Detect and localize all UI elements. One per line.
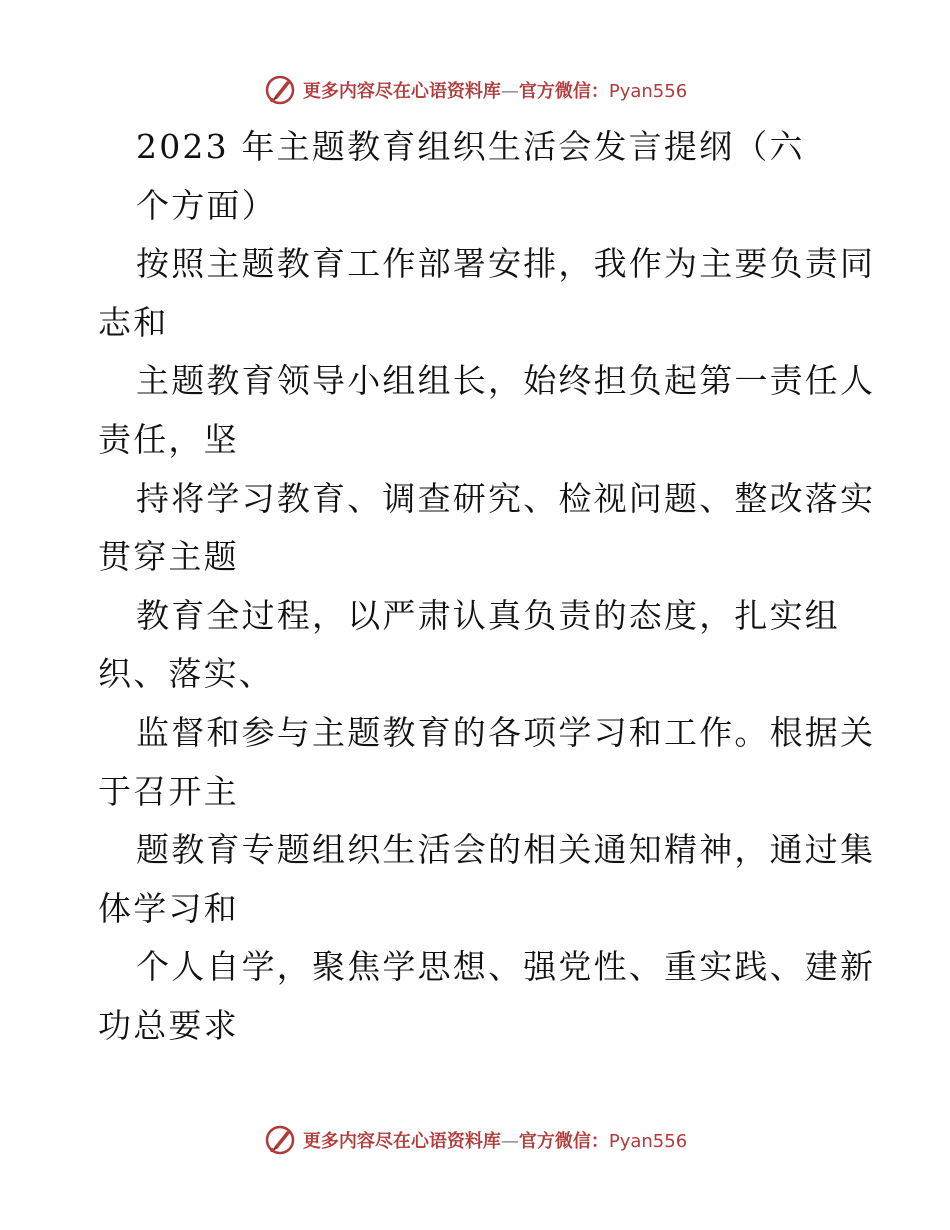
paragraph-line: 主题教育领导小组组长，始终担负起第一责任人 bbox=[136, 361, 876, 401]
footer-banner-text bbox=[303, 1127, 687, 1153]
paragraph-line-continuation: 贯穿主题 bbox=[98, 537, 239, 577]
quill-pen-logo-icon bbox=[263, 72, 299, 108]
header-dash: — bbox=[500, 81, 519, 102]
paragraph-line-continuation: 于召开主 bbox=[98, 771, 239, 811]
footer-dash: — bbox=[500, 1131, 519, 1152]
quill-pen-logo-icon bbox=[263, 1122, 299, 1158]
footer-contact-label: 官方微信： bbox=[518, 1131, 609, 1152]
paragraph-line: 教育全过程，以严肃认真负责的态度，扎实组 bbox=[136, 595, 840, 635]
header-site-text: 更多内容尽在心语资料库 bbox=[302, 81, 501, 102]
paragraph-line: 个方面） bbox=[136, 185, 277, 225]
paragraph-line-continuation: 责任，坚 bbox=[98, 420, 239, 459]
header-banner bbox=[0, 70, 950, 110]
paragraph-line-continuation: 志和 bbox=[98, 302, 169, 342]
paragraph-line: 题教育专题组织生活会的相关通知精神，通过集 bbox=[136, 830, 876, 870]
paragraph-line: 按照主题教育工作部署安排，我作为主要负责同 bbox=[136, 244, 876, 284]
header-banner-text bbox=[303, 77, 687, 103]
header-contact-id: Pyan556 bbox=[608, 81, 688, 102]
footer-contact-id: Pyan556 bbox=[608, 1131, 688, 1152]
paragraph-line: 持将学习教育、调查研究、检视问题、整改落实 bbox=[136, 478, 876, 518]
paragraph-line: 个人自学，聚焦学思想、强党性、重实践、建新 bbox=[136, 947, 876, 987]
header-contact-label: 官方微信： bbox=[518, 81, 609, 102]
paragraph-line-continuation: 功总要求 bbox=[98, 1006, 239, 1045]
paragraph-line-continuation: 织、落实、 bbox=[98, 654, 274, 694]
footer-banner bbox=[0, 1120, 950, 1160]
paragraph-line-continuation: 体学习和 bbox=[98, 888, 239, 928]
paragraph-line: 2023 年主题教育组织生活会发言提纲（六 bbox=[136, 127, 805, 166]
paragraph-line: 监督和参与主题教育的各项学习和工作。根据关 bbox=[136, 713, 876, 752]
footer-site-text: 更多内容尽在心语资料库 bbox=[302, 1131, 501, 1152]
